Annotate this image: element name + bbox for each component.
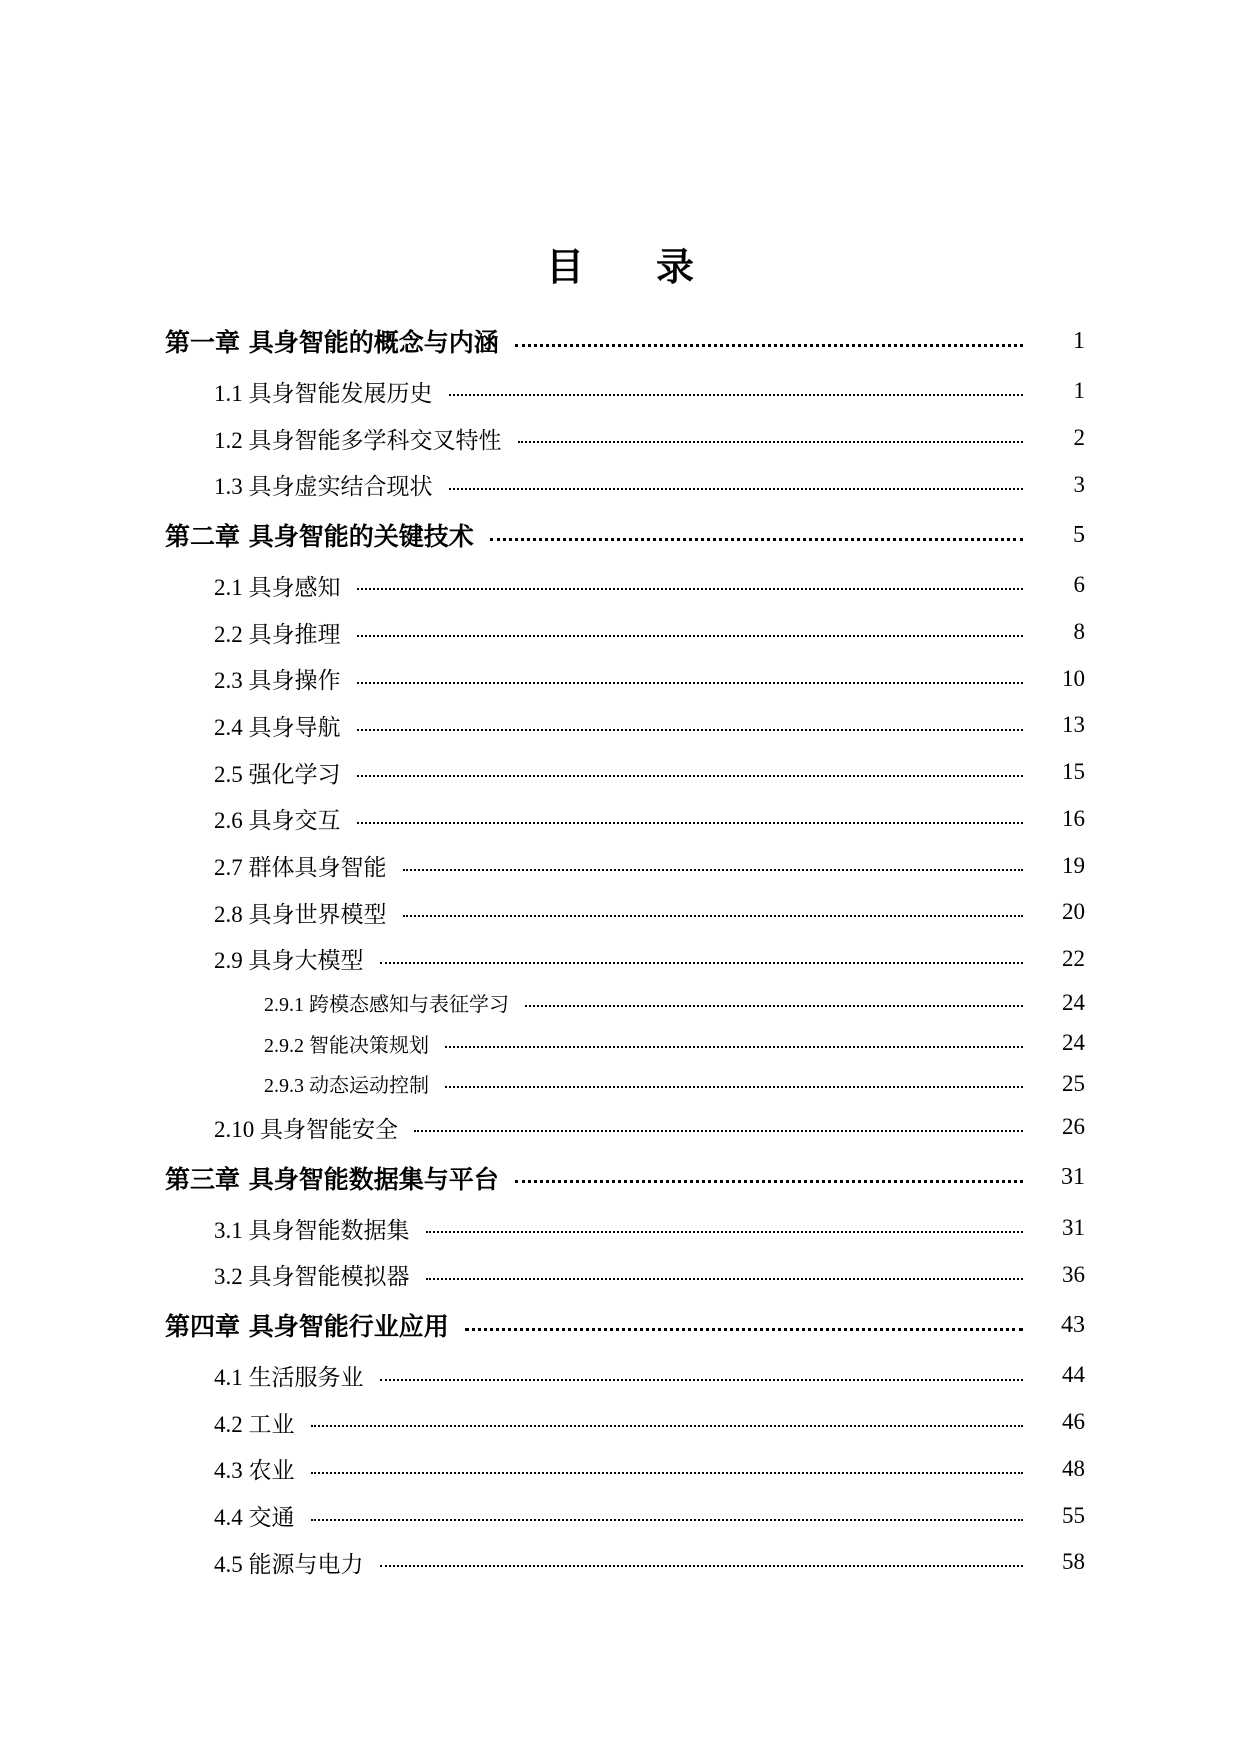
toc-entry-page: 3 <box>1073 471 1085 497</box>
dot-leader <box>525 993 1023 1013</box>
toc-entry-label: 2.9.2 智能决策规划 <box>264 1034 429 1057</box>
toc-entry-label: 2.9 具身大模型 <box>214 948 364 974</box>
toc-entry-label: 3.1 具身智能数据集 <box>214 1217 410 1243</box>
toc-entry-label: 4.1 生活服务业 <box>214 1364 364 1390</box>
toc-entry-section[interactable] <box>165 889 1085 936</box>
toc-entry-section[interactable] <box>165 368 1085 415</box>
dot-leader <box>403 854 1024 877</box>
toc-entry-section[interactable] <box>165 936 1085 983</box>
dot-leader <box>357 621 1024 644</box>
toc-entry-page: 15 <box>1062 759 1085 785</box>
toc-entry-page: 55 <box>1062 1502 1085 1528</box>
toc-entry-label: 第二章 具身智能的关键技术 <box>165 522 474 552</box>
toc-entry-label: 4.2 工业 <box>214 1411 295 1437</box>
dot-leader <box>380 1364 1024 1387</box>
toc-entry-label: 2.10 具身智能安全 <box>214 1116 398 1142</box>
dot-leader <box>403 901 1024 924</box>
toc-entry-page: 13 <box>1062 712 1085 738</box>
dot-leader <box>357 807 1024 830</box>
toc-entry-section[interactable] <box>165 1492 1085 1539</box>
toc-entry-label: 2.6 具身交互 <box>214 808 341 834</box>
toc-entry-section[interactable] <box>165 842 1085 889</box>
toc-entry-page: 1 <box>1073 378 1085 404</box>
dot-leader <box>518 427 1024 450</box>
dot-leader <box>357 761 1024 784</box>
toc-entry-label: 4.4 交通 <box>214 1505 295 1530</box>
toc-entry-page: 16 <box>1062 805 1085 831</box>
dot-leader <box>357 574 1024 597</box>
toc-entry-page: 19 <box>1062 852 1085 878</box>
toc-entry-section[interactable] <box>165 562 1085 609</box>
toc-entry-subsection[interactable] <box>165 1063 1085 1104</box>
dot-leader <box>426 1217 1024 1240</box>
toc-entry-page: 36 <box>1062 1261 1085 1287</box>
toc-entry-label: 1.2 具身智能多学科交叉特性 <box>214 427 502 453</box>
toc-entry-label: 2.4 具身导航 <box>214 714 341 740</box>
toc-entry-page: 2 <box>1073 425 1085 451</box>
toc-entry-label: 2.3 具身操作 <box>214 668 341 694</box>
table-of-contents <box>165 314 1085 1586</box>
toc-entry-section[interactable] <box>165 1251 1085 1298</box>
toc-entry-page: 25 <box>1062 1070 1085 1096</box>
toc-entry-subsection[interactable] <box>165 982 1085 1023</box>
dot-leader <box>449 473 1024 496</box>
toc-entry-label: 2.7 群体具身智能 <box>214 855 387 881</box>
dot-leader <box>311 1411 1024 1434</box>
toc-entry-page: 5 <box>1073 521 1085 548</box>
toc-entry-chapter[interactable] <box>165 314 1085 368</box>
toc-entry-chapter[interactable] <box>165 1151 1085 1205</box>
dot-leader <box>357 667 1024 690</box>
toc-entry-section[interactable] <box>165 702 1085 749</box>
toc-entry-label: 2.8 具身世界模型 <box>214 901 387 927</box>
toc-entry-label: 第一章 具身智能的概念与内涵 <box>165 328 499 357</box>
toc-entry-label: 第四章 具身智能行业应用 <box>165 1312 449 1342</box>
toc-title-char-2: 录 <box>656 245 695 289</box>
dot-leader <box>426 1263 1024 1286</box>
toc-title-char-1: 目 <box>545 245 584 289</box>
toc-entry-page: 26 <box>1062 1114 1085 1140</box>
toc-entry-label: 4.3 农业 <box>214 1458 295 1484</box>
dot-leader <box>515 329 1023 354</box>
dot-leader <box>357 714 1024 737</box>
toc-entry-section[interactable] <box>165 461 1085 508</box>
dot-leader <box>311 1504 1024 1527</box>
toc-entry-section[interactable] <box>165 415 1085 462</box>
toc-entry-label: 2.9.3 动态运动控制 <box>264 1075 429 1098</box>
toc-entry-section[interactable] <box>165 1539 1085 1586</box>
dot-leader <box>515 1165 1023 1190</box>
toc-entry-page: 46 <box>1062 1409 1085 1435</box>
toc-entry-label: 第三章 具身智能数据集与平台 <box>165 1164 499 1194</box>
toc-title <box>0 236 1240 291</box>
toc-entry-chapter[interactable] <box>165 508 1085 562</box>
toc-entry-section[interactable] <box>165 796 1085 843</box>
toc-entry-page: 6 <box>1073 572 1085 598</box>
dot-leader <box>414 1116 1023 1139</box>
toc-entry-page: 1 <box>1073 327 1085 354</box>
toc-entry-label: 2.9.1 跨模态感知与表征学习 <box>264 994 509 1017</box>
toc-entry-label: 2.5 强化学习 <box>214 761 341 787</box>
toc-entry-section[interactable] <box>165 1205 1085 1252</box>
dot-leader <box>445 1033 1023 1053</box>
toc-entry-page: 48 <box>1062 1455 1085 1481</box>
toc-entry-page: 43 <box>1061 1311 1085 1338</box>
toc-entry-page: 24 <box>1062 989 1085 1015</box>
dot-leader <box>380 947 1024 970</box>
toc-entry-page: 31 <box>1062 1215 1085 1241</box>
toc-entry-page: 44 <box>1062 1362 1085 1388</box>
toc-entry-page: 31 <box>1061 1164 1085 1191</box>
toc-entry-section[interactable] <box>165 1104 1085 1151</box>
toc-entry-section[interactable] <box>165 749 1085 796</box>
toc-entry-section[interactable] <box>165 1445 1085 1492</box>
toc-entry-chapter[interactable] <box>165 1298 1085 1352</box>
toc-entry-section[interactable] <box>165 1399 1085 1446</box>
toc-entry-section[interactable] <box>165 1352 1085 1399</box>
dot-leader <box>445 1074 1023 1094</box>
toc-entry-label: 4.5 能源与电力 <box>214 1551 364 1577</box>
toc-entry-section[interactable] <box>165 609 1085 656</box>
dot-leader <box>311 1457 1024 1480</box>
toc-entry-label: 1.1 具身智能发展历史 <box>214 380 433 406</box>
toc-entry-label: 3.2 具身智能模拟器 <box>214 1264 410 1290</box>
toc-entry-label: 2.1 具身感知 <box>214 574 341 600</box>
toc-entry-subsection[interactable] <box>165 1023 1085 1064</box>
toc-entry-page: 58 <box>1062 1549 1085 1575</box>
toc-entry-page: 20 <box>1062 899 1085 925</box>
toc-entry-label: 2.2 具身推理 <box>214 621 341 647</box>
dot-leader <box>449 380 1024 403</box>
dot-leader <box>465 1313 1023 1338</box>
toc-entry-page: 24 <box>1062 1030 1085 1056</box>
toc-entry-page: 22 <box>1062 945 1085 971</box>
toc-entry-page: 8 <box>1073 619 1085 645</box>
toc-entry-section[interactable] <box>165 655 1085 702</box>
dot-leader <box>380 1551 1024 1574</box>
toc-entry-page: 10 <box>1062 665 1085 691</box>
toc-entry-label: 1.3 具身虚实结合现状 <box>214 474 433 500</box>
dot-leader <box>490 523 1023 548</box>
